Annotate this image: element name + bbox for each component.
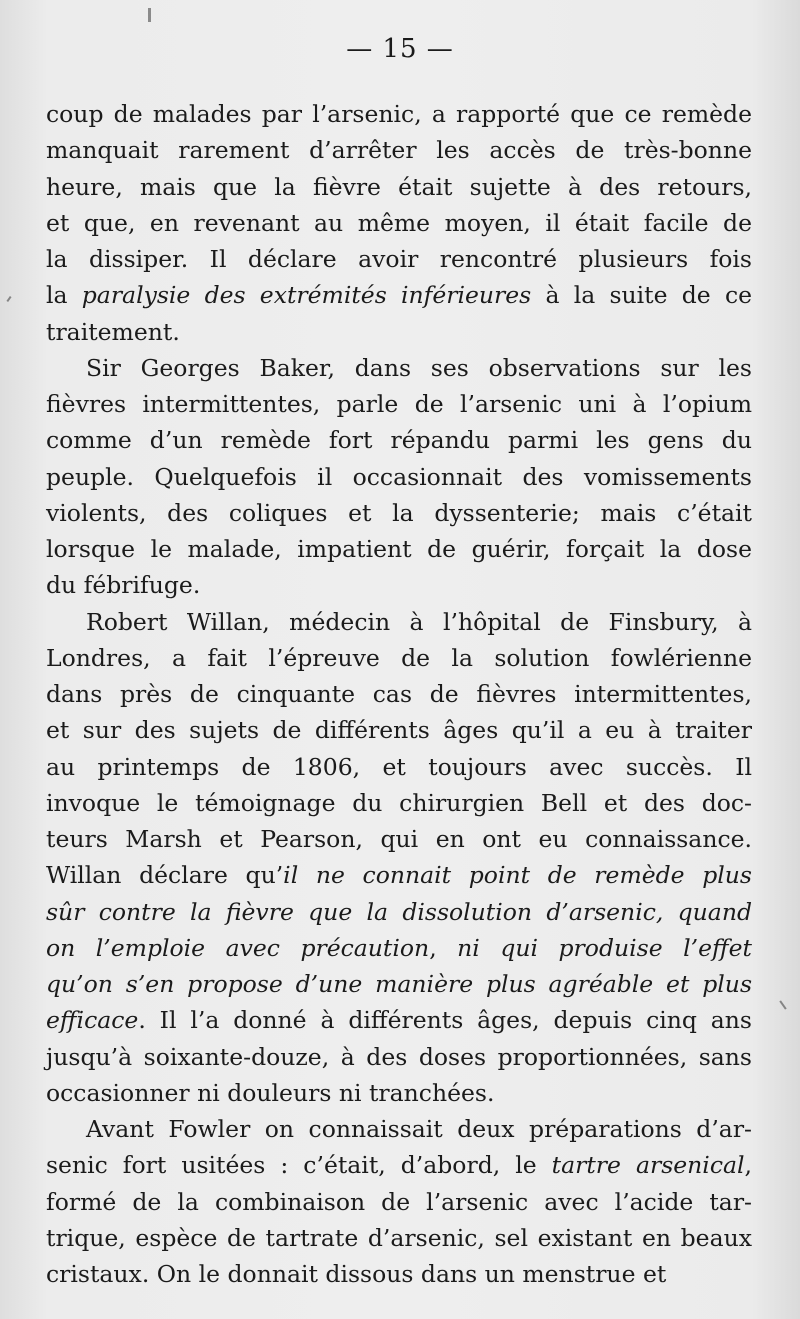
italic-text: sûr contre la fièvre que la dissolution d’arsenic, quand: [46, 897, 752, 926]
print-speck: [779, 1000, 786, 1009]
text-segment: invoque le témoignage du chirurgien Bell et des doc-: [46, 788, 752, 817]
text-segment: fièvres intermittentes, parle de l’arsenic uni à l’opium: [46, 390, 752, 418]
print-speck: [148, 8, 151, 22]
text-line: [46, 1256, 752, 1292]
text-line: [46, 495, 752, 531]
text-line: [46, 930, 752, 966]
text-line: [46, 459, 752, 495]
text-line: [46, 169, 752, 205]
text-segment: teurs Marsh et Pearson, qui en ont eu connaissance.: [46, 825, 752, 853]
text-line: [46, 241, 752, 277]
text-segment: du fébrifuge.: [46, 571, 201, 600]
text-segment: formé de la combinaison de l’arsenic avec l’acide tar-: [46, 1187, 752, 1216]
text-line: [46, 1111, 752, 1147]
text-line: [46, 1075, 752, 1111]
page-number: — 15 —: [346, 34, 454, 64]
paragraph: [46, 96, 752, 350]
text-line: [46, 1220, 752, 1256]
text-line: [46, 132, 752, 168]
text-segment: traitement.: [46, 317, 180, 346]
italic-text: paralysie des extrémités inférieures: [81, 281, 532, 310]
italic-text: efficace: [46, 1006, 139, 1035]
text-line: [46, 894, 752, 930]
text-line: [46, 277, 752, 313]
text-line: [46, 1039, 752, 1075]
text-segment: à la suite de ce: [531, 281, 753, 310]
italic-text: on l’emploie avec précaution: [46, 933, 430, 962]
text-line: [46, 531, 752, 567]
text-line: [46, 749, 752, 785]
text-line: [46, 676, 752, 712]
text-line: [46, 1002, 752, 1038]
paragraph: [46, 350, 752, 604]
text-segment: Robert Willan, médecin à l’hôpital de Finsbury, à: [86, 607, 752, 636]
text-line: [46, 857, 752, 893]
text-segment: ,: [429, 933, 458, 962]
text-segment: la dissiper. Il déclare avoir rencontré plusieurs fois: [46, 245, 752, 273]
text-segment: coup de malades par l’arsenic, a rapporté que ce remède: [46, 100, 752, 128]
text-line: [46, 966, 752, 1002]
text-line: [46, 1147, 752, 1183]
text-segment: et que, en revenant au même moyen, il était facile de: [46, 208, 752, 237]
text-segment: senic fort usitées : c’était, d’abord, le: [46, 1151, 552, 1180]
print-speck: [6, 296, 11, 302]
text-line: [46, 712, 752, 748]
text-line: [46, 96, 752, 132]
text-segment: dans près de cinquante cas de fièvres intermittentes,: [46, 680, 752, 708]
text-segment: Avant Fowler on connaissait deux préparations d’ar-: [86, 1115, 752, 1143]
italic-text: ni qui produise l’effet: [457, 933, 752, 962]
body-text: [46, 96, 752, 1292]
text-line: [46, 350, 752, 386]
text-segment: Sir Georges Baker, dans ses observations sur les: [86, 353, 752, 382]
text-segment: Londres, a fait l’épreuve de la solution fowlérienne: [46, 643, 752, 672]
italic-text: tartre arsenical: [551, 1151, 745, 1180]
text-segment: Willan déclare qu’: [46, 861, 284, 890]
text-line: [46, 640, 752, 676]
text-line: [46, 422, 752, 458]
text-segment: jusqu’à soixante-douze, à des doses proportionnées, sans: [46, 1042, 752, 1071]
text-segment: peuple. Quelquefois il occasionnait des vomissements: [46, 462, 752, 491]
text-segment: au printemps de 1806, et toujours avec succès. Il: [46, 752, 752, 781]
text-line: [46, 1184, 752, 1220]
text-segment: . Il l’a donné à différents âges, depuis cinq ans: [138, 1006, 752, 1035]
text-line: [46, 604, 752, 640]
italic-text: qu’on s’en propose d’une manière plus agréable et plus: [46, 970, 752, 998]
text-segment: violents, des coliques et la dyssenterie; mais c’était: [46, 498, 752, 527]
text-segment: et sur des sujets de différents âges qu’il a eu à traiter: [46, 716, 752, 745]
text-line: [46, 567, 752, 603]
text-segment: ,: [744, 1151, 752, 1180]
text-segment: comme d’un remède fort répandu parmi les gens du: [46, 426, 752, 455]
text-line: [46, 205, 752, 241]
text-segment: la: [46, 281, 82, 310]
text-segment: trique, espèce de tartrate d’arsenic, sel existant en beaux: [46, 1223, 752, 1252]
italic-text: il ne connait point de remède plus: [283, 861, 752, 890]
text-segment: manquait rarement d’arrêter les accès de très-bonne: [46, 136, 752, 165]
text-line: [46, 821, 752, 857]
paragraph: [46, 1111, 752, 1292]
text-line: [46, 314, 752, 350]
text-segment: occasionner ni douleurs ni tranchées.: [46, 1078, 495, 1107]
text-line: [46, 386, 752, 422]
text-line: [46, 785, 752, 821]
text-segment: cristaux. On le donnait dissous dans un menstrue et: [46, 1260, 667, 1288]
paragraph: [46, 604, 752, 1112]
text-segment: heure, mais que la fièvre était sujette à des retours,: [46, 172, 752, 201]
text-segment: lorsque le malade, impatient de guérir, forçait la dose: [46, 535, 752, 563]
